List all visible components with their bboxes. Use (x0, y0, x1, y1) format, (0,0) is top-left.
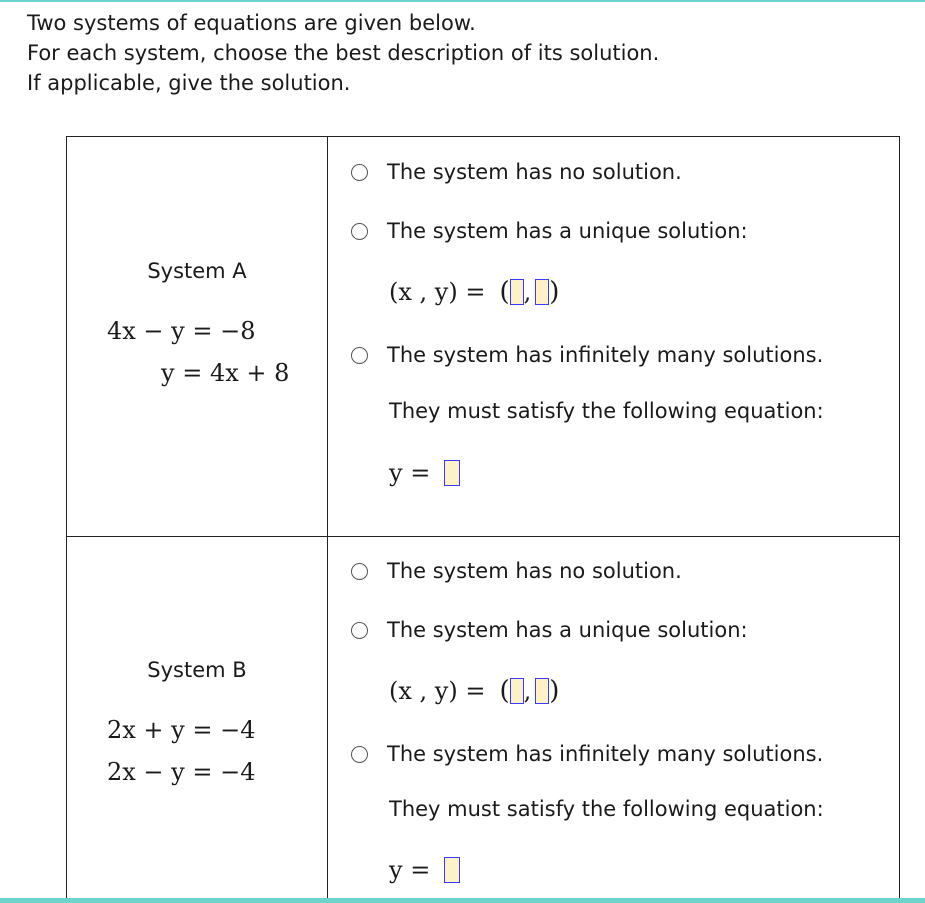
system-b-satisfy-text: They must satisfy the following equation: (389, 797, 824, 821)
instruction-line-2: For each system, choose the best description of its solution. (27, 41, 660, 65)
system-a-option-infinite[interactable] (351, 340, 823, 370)
option-label: The system has infinitely many solutions. (387, 742, 824, 766)
system-b-eq1 (107, 716, 256, 744)
radio-icon[interactable] (351, 223, 368, 240)
system-b-eq1-rhs: = −4 (192, 716, 256, 744)
radio-icon[interactable] (351, 347, 368, 364)
instruction-line-3: If applicable, give the solution. (27, 71, 351, 95)
system-b-equation-input[interactable] (444, 857, 460, 883)
system-a-option-no-solution[interactable] (351, 157, 682, 187)
system-a-eq1-rhs: = −8 (192, 317, 256, 345)
system-b-equations (67, 536, 328, 903)
system-a-eq2-rhs: = 4x + 8 (182, 359, 290, 387)
system-b-y-input[interactable] (535, 678, 549, 704)
pair-label: (x , y) = (389, 278, 486, 306)
system-b-row (67, 536, 899, 903)
y-equals-label: y = (389, 856, 431, 884)
comma: , (523, 677, 532, 705)
option-label: The system has a unique solution: (387, 618, 748, 642)
option-label: The system has a unique solution: (387, 219, 748, 243)
option-label: The system has no solution. (387, 160, 682, 184)
instructions (27, 8, 659, 98)
system-a-y-input[interactable] (535, 279, 549, 305)
system-b-option-infinite[interactable] (351, 739, 823, 769)
system-b-eq2 (107, 758, 256, 786)
system-a-row (67, 137, 899, 537)
system-a-infinite-answer (389, 459, 460, 487)
system-b-option-unique[interactable] (351, 615, 748, 645)
open-paren: ( (499, 676, 510, 706)
system-a-eq2-lhs: y (161, 359, 175, 387)
system-a-eq2 (161, 359, 289, 387)
system-a-satisfy-text: They must satisfy the following equation: (389, 399, 824, 423)
system-a-x-input[interactable] (510, 279, 524, 305)
system-a-option-unique[interactable] (351, 216, 748, 246)
bottom-accent-rule (0, 898, 925, 903)
systems-table (66, 136, 900, 903)
radio-icon[interactable] (351, 622, 368, 639)
y-equals-label: y = (389, 459, 431, 487)
system-b-x-input[interactable] (510, 678, 524, 704)
radio-icon[interactable] (351, 164, 368, 181)
system-a-eq1 (107, 317, 256, 345)
system-a-eq1-lhs: 4x − y (107, 317, 185, 345)
system-b-eq1-lhs: 2x + y (107, 716, 185, 744)
instruction-line-1: Two systems of equations are given below. (27, 11, 476, 35)
open-paren: ( (499, 277, 510, 307)
system-b-unique-answer (389, 676, 559, 706)
top-accent-rule (0, 0, 925, 2)
system-a-unique-answer (389, 277, 559, 307)
option-label: The system has infinitely many solutions. (387, 343, 824, 367)
system-a-title: System A (147, 259, 247, 283)
radio-icon[interactable] (351, 746, 368, 763)
comma: , (523, 278, 532, 306)
system-b-title: System B (147, 658, 247, 682)
system-b-infinite-answer (389, 856, 460, 884)
close-paren: ) (549, 277, 560, 307)
pair-label: (x , y) = (389, 677, 486, 705)
system-a-equation-input[interactable] (444, 460, 460, 486)
system-b-option-no-solution[interactable] (351, 556, 682, 586)
system-a-equations (67, 137, 328, 536)
close-paren: ) (549, 676, 560, 706)
system-b-eq2-rhs: = −4 (192, 758, 256, 786)
system-b-eq2-lhs: 2x − y (107, 758, 185, 786)
option-label: The system has no solution. (387, 559, 682, 583)
radio-icon[interactable] (351, 563, 368, 580)
